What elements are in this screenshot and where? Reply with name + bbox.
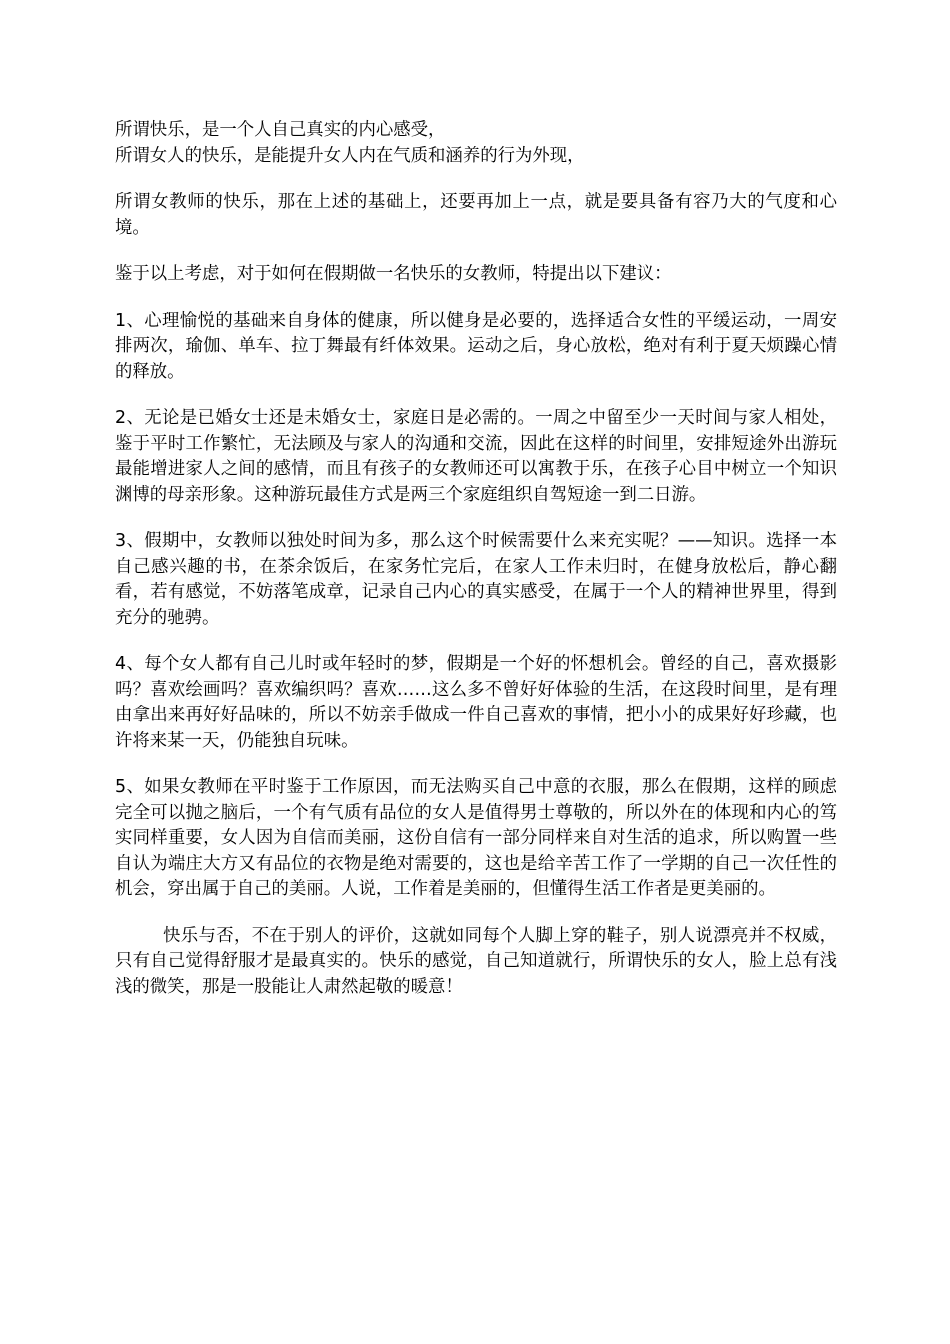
document-body	[115, 118, 837, 1000]
paragraph-suggestions-intro: 鉴于以上考虑，对于如何在假期做一名快乐的女教师，特提出以下建议：	[115, 264, 672, 284]
paragraph-suggestion-5: 5、如果女教师在平时鉴于工作原因，而无法购买自己中意的衣服，那么在假期，这样的顾虑完全可以抛之脑后，一个有气质有品位的女人是值得男士尊敬的，所以外在的体现和内心的笃实同样重要，女人因为自信而美丽，这份自信有一部分同样来自对生活的追求，所以购置一些自认为端庄大方又有品位的衣物是绝对需要的，这也是给辛苦工作了一学期的自己一次任性的机会，穿出属于自己的美丽。人说，工作着是美丽的，但懂得生活工作者是更美丽的。	[115, 777, 837, 899]
paragraph-suggestion-3: 3、假期中，女教师以独处时间为多，那么这个时候需要什么来充实呢？——知识。选择一本自己感兴趣的书，在茶余饭后，在家务忙完后，在家人工作未归时，在健身放松后，静心翻看，若有感觉，不妨落笔成章，记录自己内心的真实感受，在属于一个人的精神世界里，得到充分的驰骋。	[115, 531, 837, 628]
intro-line-2: 所谓女人的快乐，是能提升女人内在气质和涵养的行为外现，	[115, 145, 585, 166]
paragraph-closing: 快乐与否，不在于别人的评价，这就如同每个人脚上穿的鞋子，别人说漂亮并不权威，只有自己觉得舒服才是最真实的。快乐的感觉，自己知道就行，所谓快乐的女人，脸上总有浅浅的微笑，那是一股能让人肃然起敬的暖意！	[115, 925, 837, 997]
paragraph-suggestion-4: 4、每个女人都有自己儿时或年轻时的梦，假期是一个好的怀想机会。曾经的自己，喜欢摄影吗？喜欢绘画吗？喜欢编织吗？喜欢……这么多不曾好好体验的生活，在这段时间里，是有理由拿出来再好好品味的，所以不妨亲手做成一件自己喜欢的事情，把小小的成果好好珍藏，也许将来某一天，仍能独自玩味。	[115, 654, 837, 751]
paragraph-suggestion-2: 2、无论是已婚女士还是未婚女士，家庭日是必需的。一周之中留至少一天时间与家人相处，鉴于平时工作繁忙，无法顾及与家人的沟通和交流，因此在这样的时间里，安排短途外出游玩最能增进家人之间的感情，而且有孩子的女教师还可以寓教于乐，在孩子心目中树立一个知识渊博的母亲形象。这种游玩最佳方式是两三个家庭组织自驾短途一到二日游。	[115, 408, 837, 505]
intro-line-1: 所谓快乐，是一个人自己真实的内心感受，	[115, 120, 446, 140]
paragraph-suggestion-1: 1、心理愉悦的基础来自身体的健康，所以健身是必要的，选择适合女性的平缓运动，一周安排两次，瑜伽、单车、拉丁舞最有纤体效果。运动之后，身心放松，绝对有利于夏天烦躁心情的释放。	[115, 310, 837, 382]
paragraph-teacher-happiness: 所谓女教师的快乐，那在上述的基础上，还要再加上一点，就是要具备有容乃大的气度和心境。	[115, 192, 837, 238]
